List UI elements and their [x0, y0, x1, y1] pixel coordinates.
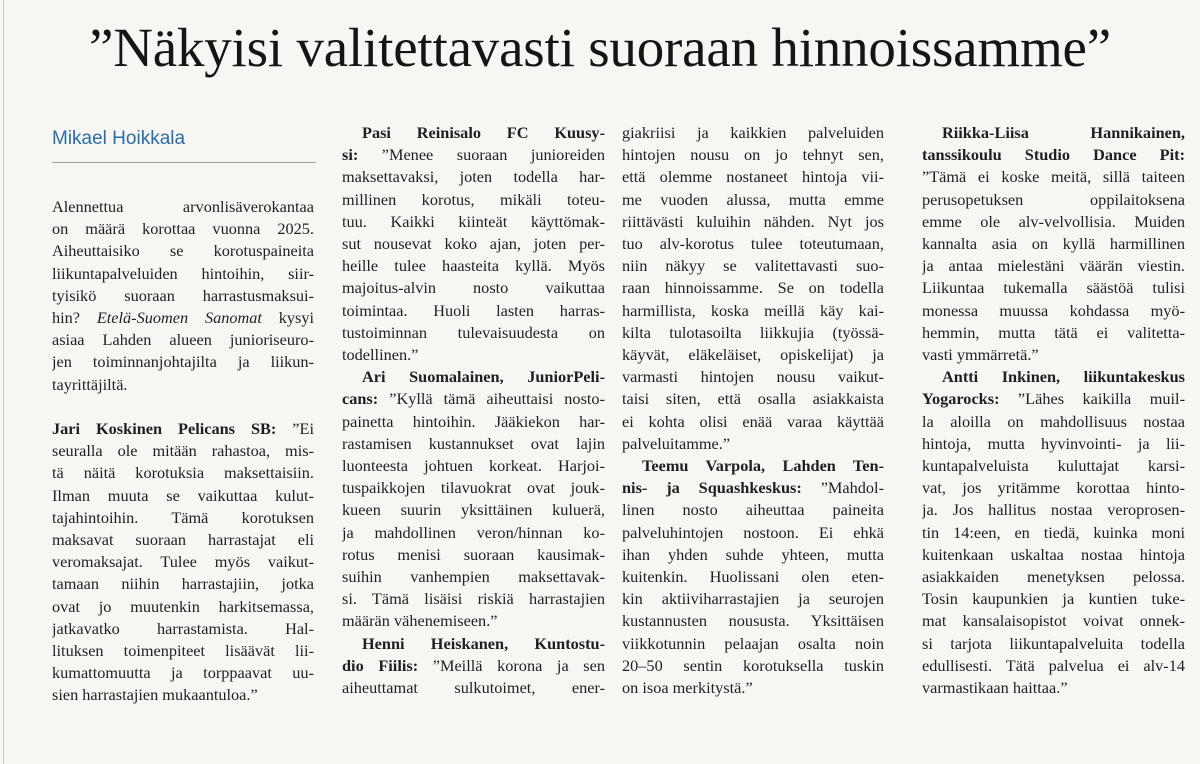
text-line: monessa muussa kohdassa myö- [922, 300, 1185, 320]
text-line: suihin vanhempien maksettavak- [342, 567, 605, 587]
text-line [52, 396, 314, 418]
text-line: millinen korotus, mikäli toteu- [342, 189, 605, 209]
text-line: että olemme nostaneet hintoja vii- [622, 167, 884, 187]
text-line: ja mahdollinen veron/hinnan ko- [342, 522, 605, 542]
text-line [622, 455, 884, 477]
text-line [922, 144, 1185, 166]
text-line: ja antaa mielestäni väärän viestin. [922, 256, 1185, 276]
text-line: vat, jos yritämme korottaa hinto- [922, 478, 1185, 498]
text-line: niin näkyy se valitettavasti suo- [622, 256, 884, 276]
text-line [342, 633, 605, 655]
text-line: si. Tämä lisäisi riskiä harrastajien [342, 589, 605, 609]
text-line: tä näitä korotuksia maksettaisiin. [52, 463, 314, 483]
text-line: käyvät, eläkeläiset, opiskelijat) ja [622, 345, 884, 365]
text-line: jen toiminnanjohtajilta ja liikun- [52, 352, 314, 372]
text-line [922, 122, 1185, 144]
text-line [342, 144, 605, 166]
text-line: tamaan niihin harrastajiin, jotka [52, 574, 314, 594]
text-line: tayrittäjiltä. [52, 374, 128, 394]
text-line: ”Tämä ei koske meitä, sillä taiteen [922, 167, 1185, 187]
text-run: hin? [52, 308, 97, 328]
text-line: ei kohta olisi enää varaa käyttää [622, 411, 884, 431]
text-line: Tosin kaupunkien ja kuntien tuke- [922, 589, 1185, 609]
text-line: palveluitamme.” [622, 433, 731, 453]
text-line: painetta hintoihin. Jääkiekon har- [342, 411, 605, 431]
text-line: kannalta asia on kyllä harmillinen [922, 234, 1185, 254]
text-line [52, 418, 314, 440]
text-line: tustoiminnan tulevaisuudesta on [342, 322, 605, 342]
text-run: ”Menee suoraan junioreiden [358, 145, 605, 165]
speaker-name: cans: [342, 389, 379, 409]
text-line: heille tulee haasteita kyllä. Myös [342, 256, 605, 276]
text-line: kin aktiiviharrastajien ja seurojen [622, 589, 884, 609]
speaker-name: Pasi Reinisalo FC Kuusy- [362, 123, 605, 142]
text-line: kuntapalveluista kuluttajat karsi- [922, 456, 1185, 476]
text-line: Aiheuttaisiko se korotuspaineita [52, 241, 314, 261]
text-line: tuu. Kaikki kiinteät käyttömak- [342, 211, 605, 231]
text-line: tyisikö suoraan harrastusmaksui- [52, 285, 314, 305]
text-line: kueen suurin yksittäinen kuluerä, [342, 500, 605, 520]
text-line: hemmin, mutta tätä ei valitetta- [922, 322, 1185, 342]
text-line: tuspaikkojen tilavuokrat ovat jouk- [342, 478, 605, 498]
text-line: liikuntapalveluiden hintoihin, siir- [52, 263, 314, 283]
speaker-name: dio Fiilis: [342, 655, 419, 675]
text-line: Liikuntaa tukemalla säästöä tulisi [922, 278, 1185, 298]
text-line: 20–50 sentin korotuksella tuskin [622, 655, 884, 675]
article-column-3 [622, 122, 884, 699]
text-line [342, 122, 605, 144]
text-line: kustannusten noususta. Yksittäisen [622, 611, 884, 631]
text-run: ”Ei [276, 419, 314, 439]
text-line: maksettavaksi, joten todella har- [342, 167, 605, 187]
speaker-name: Teemu Varpola, Lahden Ten- [642, 456, 884, 476]
text-line: aiheuttamat sulkutoimet, ener- [342, 678, 605, 698]
text-line: rotus menisi suoraan kausimak- [342, 544, 605, 564]
text-line: toimintaa. Huoli lasten harras- [342, 300, 605, 320]
text-line: raan hinnoissamme. Se on todella [622, 278, 884, 298]
byline: Mikael Hoikkala [52, 128, 186, 149]
text-line: harmillista, koska meillä käy kai- [622, 300, 884, 320]
text-run: ”Meillä korona ja sen [418, 655, 605, 675]
byline-rule [52, 162, 316, 163]
text-line: kumattomuutta ja torppaavat uu- [52, 663, 314, 683]
text-line: viikkotunnin pelaajan osalta noin [622, 633, 884, 653]
text-run: Etelä-Suomen Sanomat [96, 308, 262, 328]
column-edge-line [3, 0, 4, 764]
text-line: kilta tulotasoilta liikkujia (työssä- [622, 322, 884, 342]
text-line: vasti ymmärretä.” [922, 345, 1039, 365]
text-line: riittävästi kuluihin nähden. Nyt jos [622, 211, 884, 231]
text-line: tin 14:een, en tiedä, kuinka moni [922, 522, 1185, 542]
text-line: lituksen toimenpiteet lisäävät lii- [52, 641, 314, 661]
text-line: si tarjota liikuntapalveluita todella [922, 633, 1185, 653]
text-line: todellinen.” [342, 345, 419, 365]
text-line: jatkavatko harrastamista. Hal- [52, 618, 314, 638]
article-column-1 [52, 196, 314, 707]
text-line: rastamisen kustannukset ovat lajin [342, 433, 605, 453]
text-line: taisi siten, että osalla asiakkaista [622, 389, 884, 409]
speaker-name: Riikka-Liisa Hannikainen, [942, 123, 1185, 142]
text-line: la aloilla on mahdollisuus nostaa [922, 411, 1185, 431]
text-line: sien harrastajien mukaantuloa.” [52, 685, 258, 705]
speaker-name: Henni Heiskanen, Kuntostu- [362, 633, 605, 653]
text-line: sut nousevat koko ajan, joten per- [342, 234, 605, 254]
text-line: giakriisi ja kaikkien palveluiden [622, 123, 884, 142]
text-line [342, 366, 605, 388]
speaker-name: nis- ja Squashkeskus: [622, 478, 802, 498]
text-line [922, 366, 1185, 388]
text-line: tajahintoihin. Tämä korotuksen [52, 507, 314, 527]
text-line: luonteesta johtuen korkeat. Harjoi- [342, 456, 605, 476]
headline: ”Näkyisi valitettavasti suoraan hinnoissamme” [89, 17, 1111, 78]
text-line: on isoa merkitystä.” [622, 678, 753, 698]
text-line: hintojen nousu on jo tehnyt sen, [622, 145, 884, 165]
text-line: ja. Jos hallitus nostaa veroprosen- [922, 500, 1185, 520]
text-line: asiaa Lahden alueen junioriseuro- [52, 330, 314, 350]
text-line: veromaksajat. Tulee myös vaikut- [52, 552, 314, 572]
text-line: hintoja, mutta hyvinvointi- ja lii- [922, 433, 1185, 453]
text-run: ”Mahdol- [801, 478, 884, 498]
text-line: asiakkaiden menetyksen pelossa. [922, 567, 1185, 587]
article-column-4 [922, 122, 1185, 699]
text-line: ovat jo muutenkin harkitsemassa, [52, 596, 314, 616]
text-line: Alennettua arvonlisäverokantaa [52, 197, 314, 216]
text-run: ”Kyllä tämä aiheuttaisi nosto- [378, 389, 605, 409]
text-line: mat kansalaisopistot voivat onnek- [922, 611, 1185, 631]
speaker-name: Antti Inkinen, liikuntakeskus [942, 367, 1185, 387]
speaker-name: tanssikoulu Studio Dance Pit: [922, 145, 1185, 165]
text-line: perusopetuksen oppilaitoksena [922, 189, 1185, 209]
text-line: palveluhintojen nostoon. Ei ehkä [622, 522, 884, 542]
text-run: kysyi [261, 308, 314, 328]
text-line [52, 307, 314, 329]
text-line: majoitus-alvin nosto vaikuttaa [342, 278, 605, 298]
text-line: me vuoden alussa, mutta emme [622, 189, 884, 209]
text-line [922, 388, 1185, 410]
speaker-name: Jari Koskinen Pelicans SB: [52, 419, 277, 439]
text-line: on määrä korottaa vuonna 2025. [52, 219, 314, 239]
text-line: varmasti hintojen nousu vaikut- [622, 367, 884, 387]
text-line: emme ole alv-velvollisia. Muiden [922, 211, 1185, 231]
speaker-name: Yogarocks: [922, 389, 1000, 409]
text-line: varmastikaan haittaa.” [922, 678, 1068, 698]
text-line [342, 388, 605, 410]
text-line: tuo alv-korotus tulee toteutumaan, [622, 234, 884, 254]
speaker-name: si: [342, 145, 359, 165]
article-column-2 [342, 122, 605, 699]
text-line: seuralla ole mitään rahastoa, mis- [52, 441, 314, 461]
text-line: linen nosto aiheuttaa paineita [622, 500, 884, 520]
speaker-name: Ari Suomalainen, JuniorPeli- [362, 367, 605, 387]
text-line: kuitenkin. Huolissani olen eten- [622, 567, 884, 587]
text-line: kuitenkaan uskaltaa nostaa hintoja [922, 544, 1185, 564]
text-run: ”Lähes kaikilla muil- [999, 389, 1185, 409]
text-line: määrän vähenemiseen.” [342, 611, 498, 631]
text-line: edullisesti. Tätä palvelua ei alv-14 [922, 655, 1185, 675]
text-line: ihan yhden suhde yhteen, mutta [622, 544, 884, 564]
text-line [342, 655, 605, 677]
text-line: maksavat suoraan harrastajat eli [52, 530, 314, 550]
text-line: Ilman muuta se vaikuttaa kulut- [52, 485, 314, 505]
text-line [622, 477, 884, 499]
